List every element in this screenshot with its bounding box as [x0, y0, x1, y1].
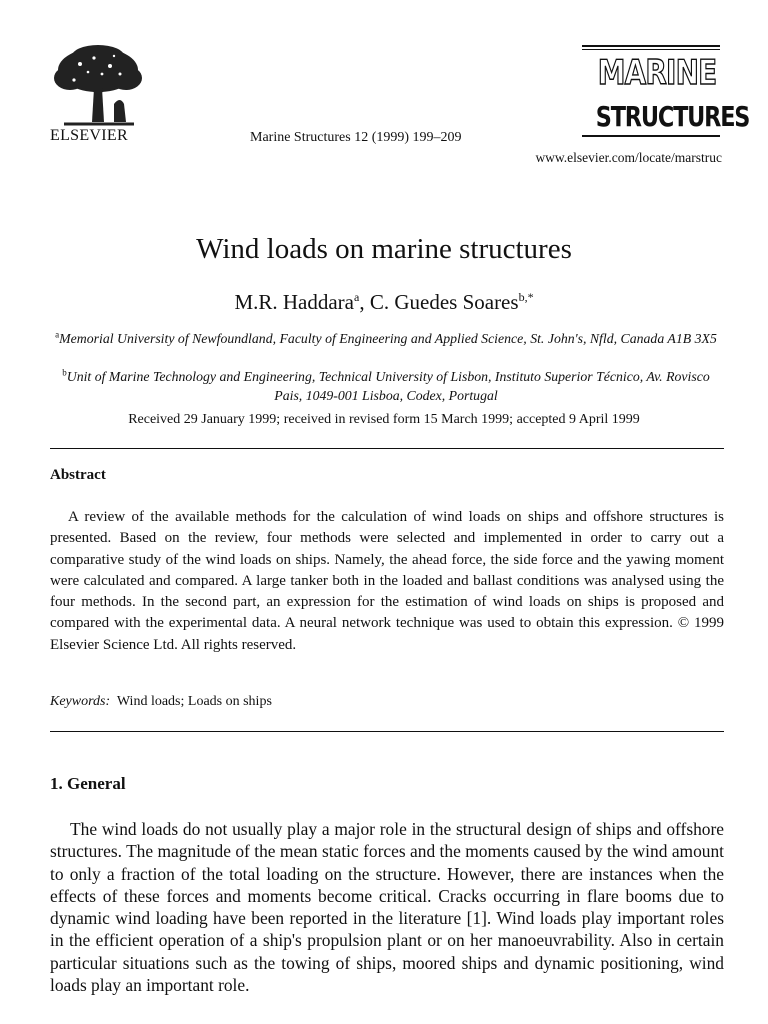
affiliation-text: Unit of Marine Technology and Engineering, Technical University of Lisbon, Instituto Superior Técnico, Av. Rovisco Pais, 1049-001 Lisboa, Codex, Portugal — [66, 369, 710, 403]
author-separator: , — [359, 290, 370, 314]
author-name: M.R. Haddara — [234, 290, 354, 314]
divider — [50, 731, 724, 732]
affiliation-b — [50, 367, 722, 405]
journal-citation: Marine Structures 12 (1999) 199–209 — [250, 130, 462, 145]
divider — [50, 448, 724, 449]
section-body-text: The wind loads do not usually play a major role in the structural design of ships and offshore structures. The magnitude of the mean static forces and the moments caused by the wind amount to only a fraction of the total loading on the structure. However, there are instances when the effects of these forces and moments become critical. Cracks occurring in flare booms due to dynamic wind loading have been reported in the literature [1]. Wind loads play important roles in the efficient operation of a ship's propulsion plant or on her manoeuvrability. Also in certain particular situations such as the towing of ships, moored ships and dynamic positioning, wind loads play an important role. — [50, 819, 724, 996]
journal-logo — [582, 45, 750, 140]
keywords-label: Keywords: — [50, 694, 111, 709]
article-title: Wind loads on marine structures — [196, 233, 572, 265]
abstract-text: A review of the available methods for the calculation of wind loads on ships and offshore structures is presented. Based on the review, four methods were selected and implemented in order to carry out a comparative study of the wind loads on ships. Namely, the ahead force, the side force and the yawing moment were calculated and compared. A large tanker both in the loaded and ballast conditions was analysed using the four methods. In the second part, an expression for the estimation of wind loads on ships is proposed and compared with the experimental data. A neural network technique was used to obtain this expression. © 1999 Elsevier Science Ltd. All rights reserved. — [50, 509, 724, 653]
author-name: C. Guedes Soares — [369, 290, 519, 314]
journal-logo-line2: STRUCTURES — [595, 100, 750, 133]
affiliation-a — [50, 329, 722, 348]
section-heading: 1. General — [50, 774, 126, 793]
affiliation-mark: a — [55, 329, 60, 340]
page-header — [0, 0, 768, 180]
author-affil-mark: a — [354, 290, 360, 304]
journal-url[interactable]: www.elsevier.com/locate/marstruc — [535, 150, 722, 165]
abstract-heading: Abstract — [50, 467, 106, 483]
keywords-value: Wind loads; Loads on ships — [116, 694, 272, 709]
affiliation-text: Memorial University of Newfoundland, Faculty of Engineering and Applied Science, St. John's, Nfld, Canada A1B 3X5 — [59, 331, 717, 346]
elsevier-tree-icon — [50, 44, 146, 130]
received-dates: Received 29 January 1999; received in revised form 15 March 1999; accepted 9 April 1999 — [128, 412, 640, 427]
publisher-name: ELSEVIER — [50, 127, 128, 144]
author-list — [0, 290, 768, 315]
author-affil-mark: b,* — [518, 290, 534, 304]
journal-logo-line1: MARINE — [597, 53, 717, 93]
keywords — [50, 694, 272, 710]
affiliation-mark: b — [62, 367, 67, 378]
